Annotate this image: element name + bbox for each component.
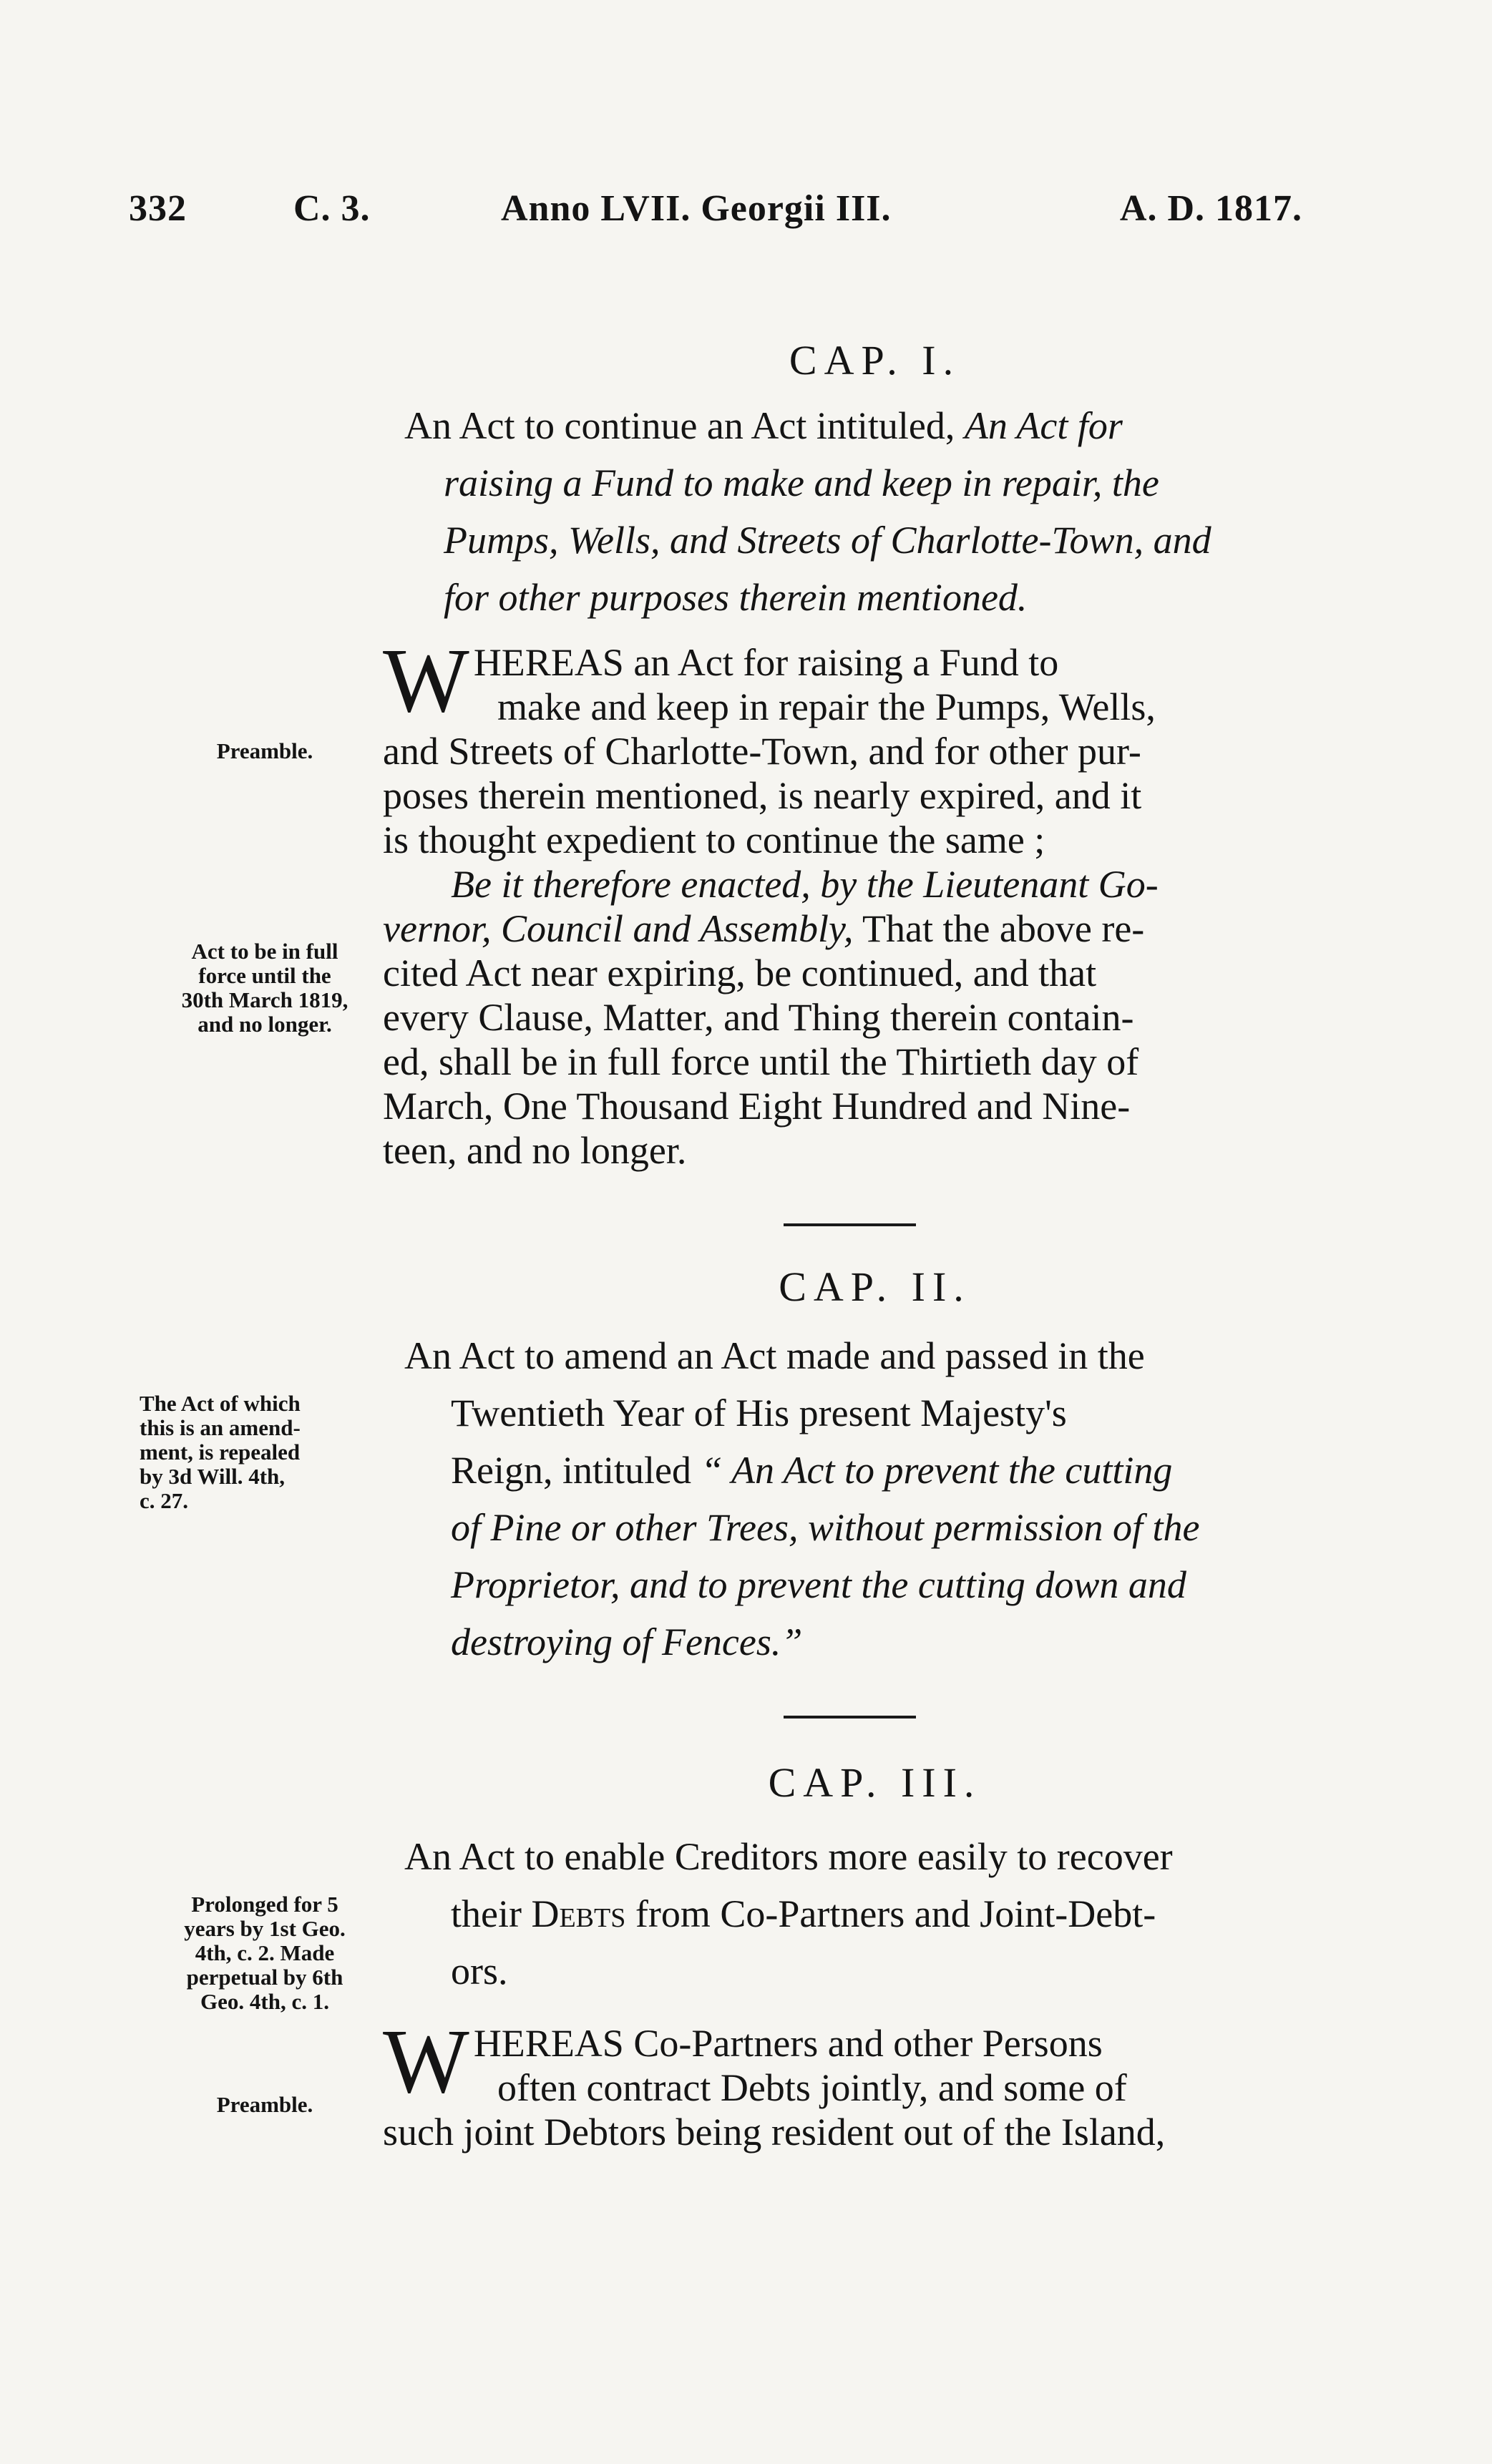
cap-2-title bbox=[404, 1327, 1302, 1671]
cap-1-preamble bbox=[383, 630, 1302, 1173]
cap-1-enact-line-7: teen, and no longer. bbox=[383, 1129, 687, 1172]
cap-1-heading: CAP. I. bbox=[789, 337, 961, 383]
cap-2-margin-line-1: The Act of which bbox=[140, 1391, 301, 1416]
regnal-year: Anno LVII. Georgii III. bbox=[501, 188, 892, 229]
cap-1-body-line-3: and Streets of Charlotte-Town, and for other pur- bbox=[383, 730, 1141, 773]
cap-3-margin-line-4: perpetual by 6th bbox=[186, 1965, 343, 1990]
cap-2-title-line-2: Twentieth Year of His present Majesty's bbox=[451, 1392, 1067, 1434]
page-number: 332 bbox=[129, 188, 187, 229]
cap-1-title-line-3: Pumps, Wells, and Streets of Charlotte-Town, and bbox=[444, 519, 1211, 562]
section-rule-1 bbox=[784, 1223, 916, 1226]
cap-1-title-text: An Act to continue an Act intituled, bbox=[404, 404, 965, 447]
cap-1-margin-preamble: Preamble. bbox=[216, 738, 313, 763]
cap-1-body-line-5: is thought expedient to continue the same ; bbox=[383, 818, 1045, 861]
cap-1-enact-line-2 bbox=[383, 906, 1302, 951]
cap-2-title-text: Reign, intituled bbox=[451, 1449, 701, 1492]
cap-1-enact-line-1: Be it therefore enacted, by the Lieutenant Go- bbox=[451, 863, 1159, 906]
cap-3-body-line-1: HEREAS Co-Partners and other Persons bbox=[473, 2022, 1103, 2065]
cap-2-margin-note bbox=[140, 1392, 397, 1513]
cap-2-title-line-3 bbox=[404, 1442, 1302, 1499]
margin-force-line-4: and no longer. bbox=[198, 1012, 332, 1037]
cap-2-title-line-4: of Pine or other Trees, without permission of the bbox=[451, 1506, 1200, 1549]
cap-1-body-line-1: HEREAS an Act for raising a Fund to bbox=[473, 641, 1059, 684]
cap-3-margin-line-1: Prolonged for 5 bbox=[191, 1892, 338, 1917]
cap-1-title-line-1 bbox=[404, 397, 1302, 454]
cap-3-preamble bbox=[383, 2010, 1302, 2154]
chapter-label: C. 3. bbox=[293, 188, 371, 229]
margin-force-line-1: Act to be in full bbox=[191, 939, 338, 964]
cap-1-title bbox=[404, 397, 1302, 626]
cap-3-margin-line-5: Geo. 4th, c. 1. bbox=[200, 1989, 329, 2014]
cap-3-dropcap: W bbox=[383, 2010, 469, 2112]
cap-2-margin-line-3: ment, is repealed bbox=[140, 1439, 301, 1465]
cap-2-heading: CAP. II. bbox=[779, 1263, 971, 1310]
cap-1-dropcap: W bbox=[383, 630, 469, 731]
cap-3-body-line-3: such joint Debtors being resident out of the Island, bbox=[383, 2111, 1166, 2153]
cap-3-title-debts: Debts bbox=[531, 1892, 626, 1935]
year-label: A. D. 1817. bbox=[1119, 188, 1302, 229]
cap-2-margin-line-4: by 3d Will. 4th, bbox=[140, 1464, 286, 1489]
cap-3-title-line-3: ors. bbox=[451, 1950, 508, 1993]
margin-force-line-3: 30th March 1819, bbox=[181, 987, 348, 1012]
cap-3-title-line-2 bbox=[404, 1885, 1302, 1942]
cap-1-title-line-4: for other purposes therein mentioned. bbox=[444, 576, 1028, 619]
cap-1-title-line-2: raising a Fund to make and keep in repair, the bbox=[444, 461, 1159, 504]
cap-3-title-rest: from Co-Partners and Joint-Debt- bbox=[625, 1892, 1156, 1935]
cap-1-enact-italic: vernor, Council and Assembly, bbox=[383, 907, 854, 950]
cap-3-margin-line-2: years by 1st Geo. bbox=[184, 1916, 346, 1941]
cap-1-enact-line-4: every Clause, Matter, and Thing therein contain- bbox=[383, 996, 1134, 1039]
cap-1-enact-rest: That the above re- bbox=[853, 907, 1145, 950]
cap-3-title bbox=[404, 1828, 1302, 2000]
running-header bbox=[129, 187, 1302, 238]
cap-2-margin-line-5: c. 27. bbox=[140, 1488, 189, 1513]
cap-3-heading: CAP. III. bbox=[768, 1759, 982, 1806]
cap-3-margin-prolonged bbox=[136, 1892, 394, 2014]
cap-1-enact-line-3: cited Act near expiring, be continued, and that bbox=[383, 952, 1097, 994]
cap-2-title-line-1: An Act to amend an Act made and passed in the bbox=[404, 1334, 1145, 1377]
cap-3-margin-preamble: Preamble. bbox=[216, 2092, 313, 2117]
cap-3-margin-line-3: 4th, c. 2. Made bbox=[195, 1940, 335, 1965]
cap-3-title-line-1: An Act to enable Creditors more easily to recover bbox=[404, 1835, 1173, 1878]
cap-1-body-line-4: poses therein mentioned, is nearly expired, and it bbox=[383, 774, 1142, 817]
cap-2-title-italic: “ An Act to prevent the cutting bbox=[701, 1449, 1173, 1492]
cap-2-title-line-6: destroying of Fences.” bbox=[451, 1620, 803, 1663]
cap-2-title-line-5: Proprietor, and to prevent the cutting down and bbox=[451, 1563, 1186, 1606]
cap-1-margin-force bbox=[136, 939, 394, 1037]
cap-1-title-italic: An Act for bbox=[964, 404, 1123, 447]
cap-1-enact-line-5: ed, shall be in full force until the Thirtieth day of bbox=[383, 1040, 1139, 1083]
cap-1-body-line-2: make and keep in repair the Pumps, Wells, bbox=[497, 685, 1156, 728]
cap-3-title-their: their bbox=[451, 1892, 532, 1935]
cap-1-enact-line-6: March, One Thousand Eight Hundred and Nine- bbox=[383, 1085, 1131, 1128]
cap-3-body-line-2: often contract Debts jointly, and some of bbox=[497, 2066, 1127, 2109]
section-rule-2 bbox=[784, 1716, 916, 1719]
cap-2-margin-line-2: this is an amend- bbox=[140, 1415, 301, 1440]
margin-force-line-2: force until the bbox=[198, 963, 331, 988]
